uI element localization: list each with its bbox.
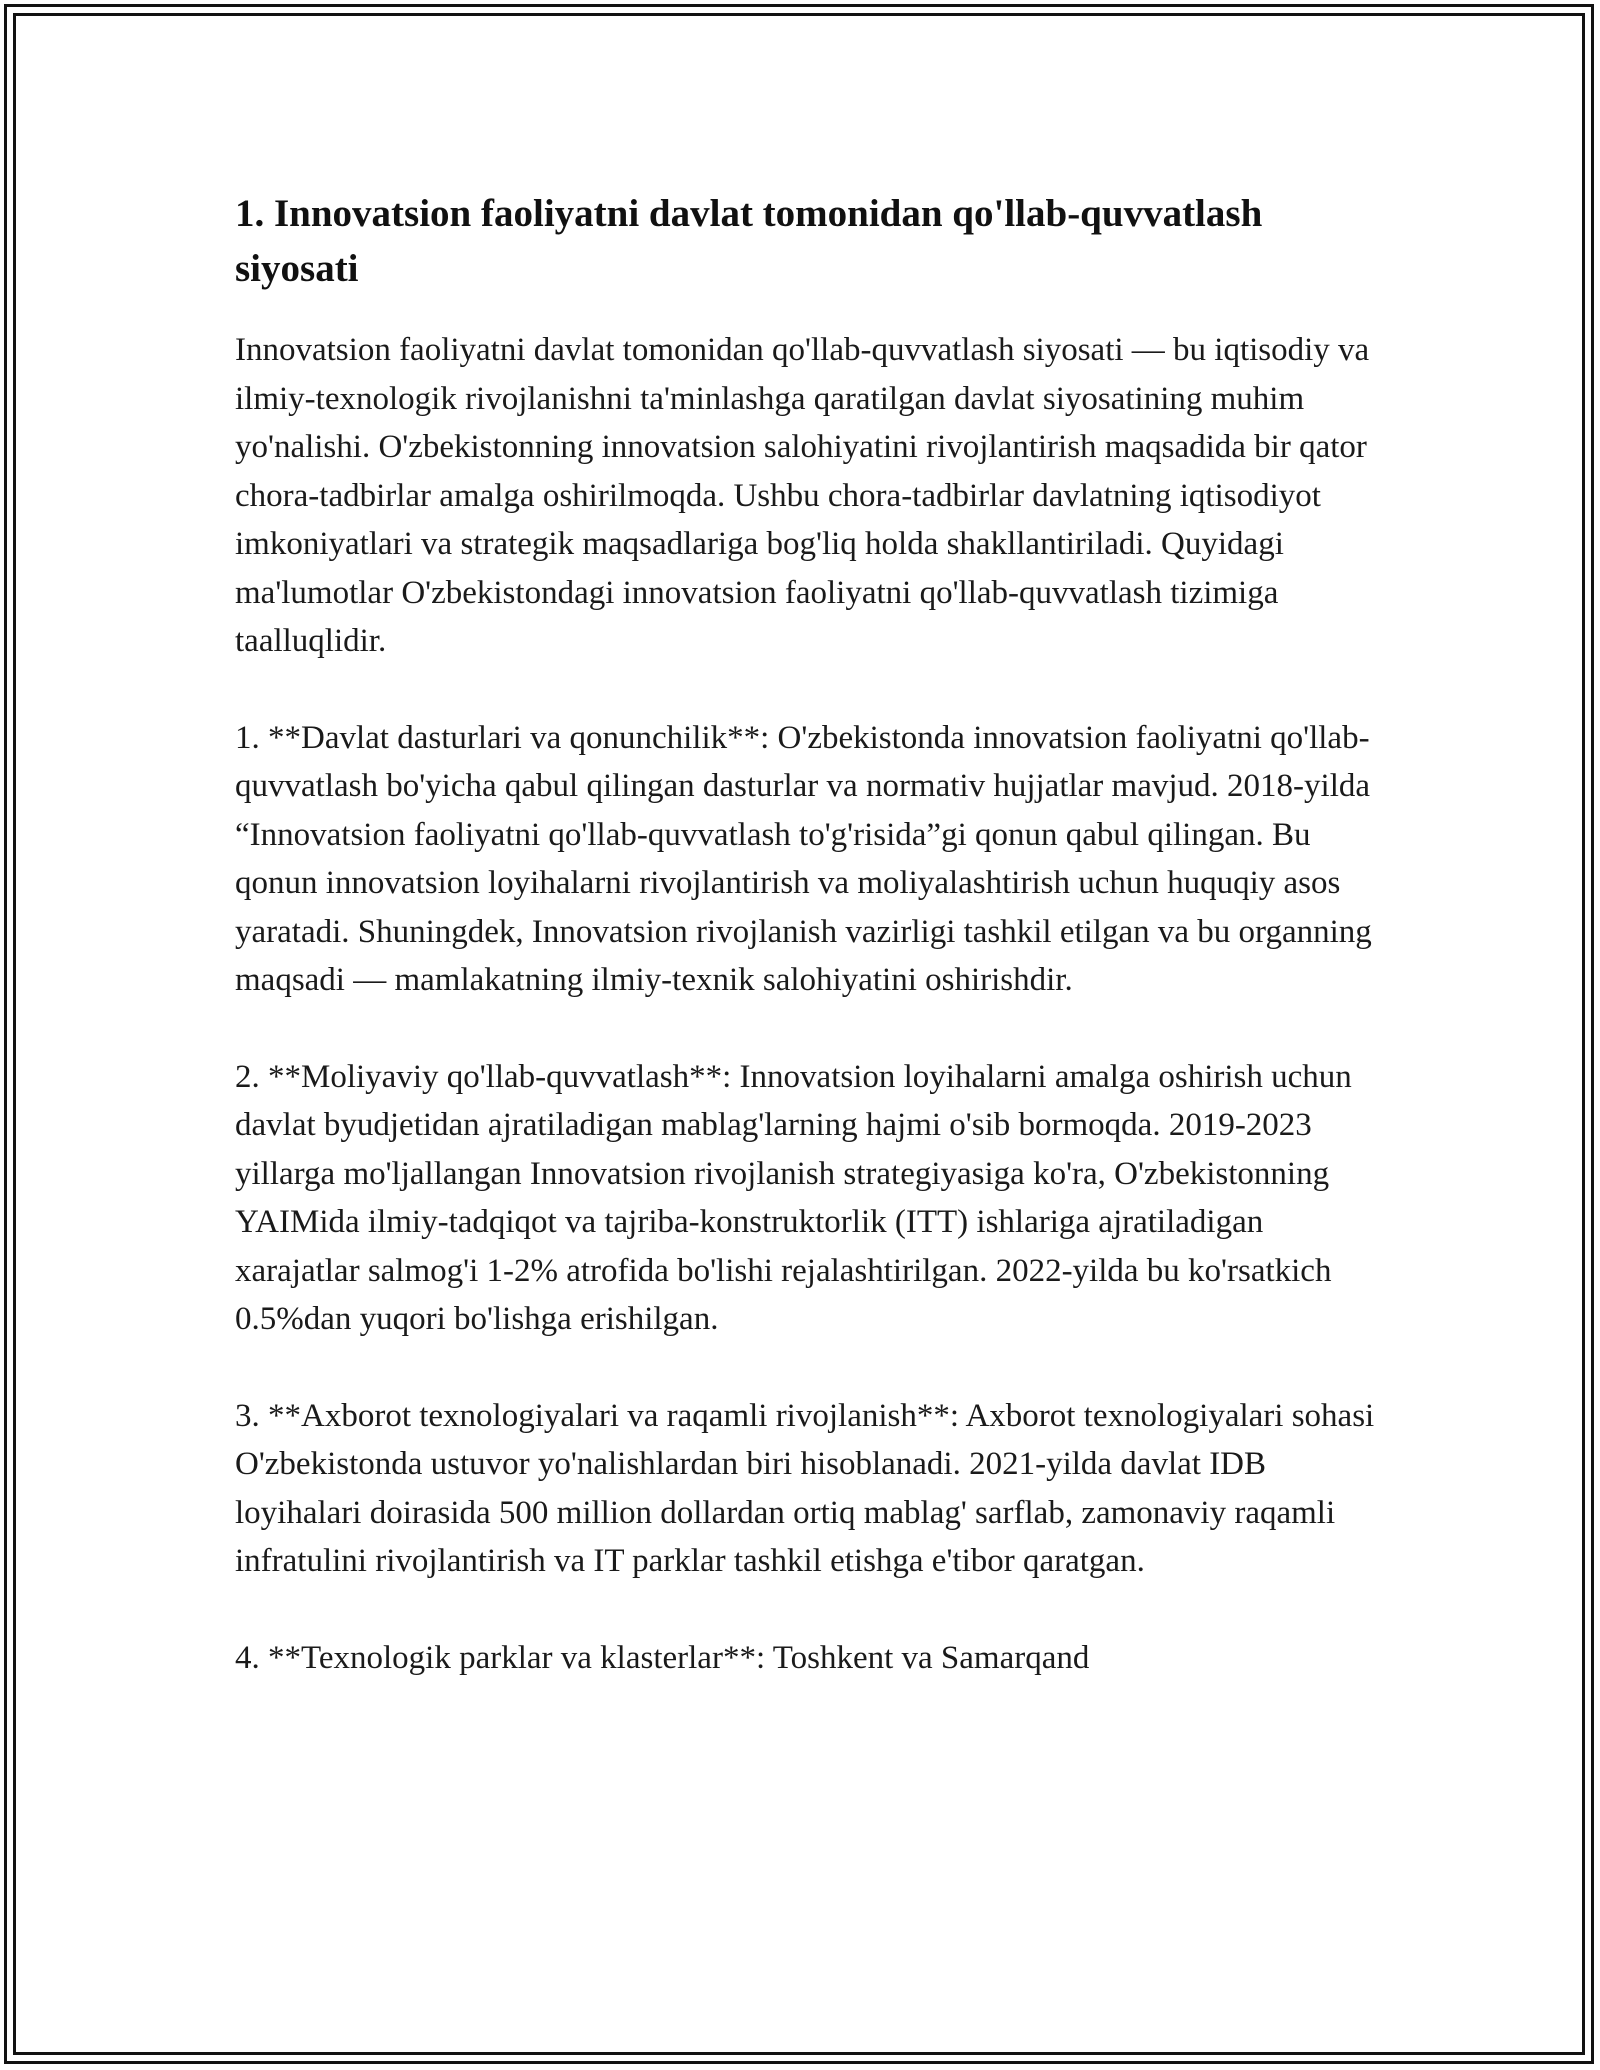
section-heading: 1. Innovatsion faoliyatni davlat tomonidan qo'llab-quvvatlash siyosati [235,192,1263,290]
list-item-it-development: 3. **Axborot texnologiyalari va raqamli rivojlanish**: Axborot texnologiyalari sohasi O'zbekistonda ustuvor yo'nalishlardan biri hisoblanadi. 2021-yilda davlat IDB loyihalari doirasida 500 million dollardan ortiq mablag' sarflab, zamonaviy raqamli infratulini rivojlantirish va IT parklar tashkil etishga e'tibor qaratgan. [235,1397,1375,1579]
list-item-legislation: 1. **Davlat dasturlari va qonunchilik**: O'zbekistonda innovatsion faoliyatni qo'llab-quvvatlash bo'yicha qabul qilingan dasturlar va normativ hujjatlar mavjud. 2018-yilda “Innovatsion faoliyatni qo'llab-quvvatlash to'g'risida”gi qonun qabul qilingan. Bu qonun innovatsion loyihalarni rivojlantirish va moliyalashtirish uchun huquqiy asos yaratadi. Shuningdek, Innovatsion rivojlanish vazirligi tashkil etilgan va bu organning maqsadi — mamlakatning ilmiy-texnik salohiyatini oshirishdir. [235,719,1372,998]
list-item-financial-support: 2. **Moliyaviy qo'llab-quvvatlash**: Innovatsion loyihalarni amalga oshirish uchun davlat byudjetidan ajratiladigan mablag'larning hajmi o'sib bormoqda. 2019-2023 yillarga mo'ljallangan Innovatsion rivojlanish strategiyasiga ko'ra, O'zbekistonning YAIMida ilmiy-tadqiqot va tajriba-konstruktorlik (ITT) ishlariga ajratiladigan xarajatlar salmog'i 1-2% atrofida bo'lishi rejalashtirilgan. 2022-yilda bu ko'rsatkich 0.5%dan yuqori bo'lishga erishilgan. [235,1058,1352,1337]
list-item-tech-parks: 4. **Texnologik parklar va klasterlar**: Toshkent va Samarqand [235,1639,1090,1676]
document-body [235,186,1375,1730]
intro-paragraph: Innovatsion faoliyatni davlat tomonidan qo'llab-quvvatlash siyosati — bu iqtisodiy va ilmiy-texnologik rivojlanishni ta'minlashga qaratilgan davlat siyosatining muhim yo'nalishi. O'zbekistonning innovatsion salohiyatini rivojlantirish maqsadida bir qator chora-tadbirlar amalga oshirilmoqda. Ushbu chora-tadbirlar davlatning iqtisodiyot imkoniyatlari va strategik maqsadlariga bog'liq holda shakllantiriladi. Quyidagi ma'lumotlar O'zbekistondagi innovatsion faoliyatni qo'llab-quvvatlash tizimiga taalluqlidir. [235,332,1370,659]
